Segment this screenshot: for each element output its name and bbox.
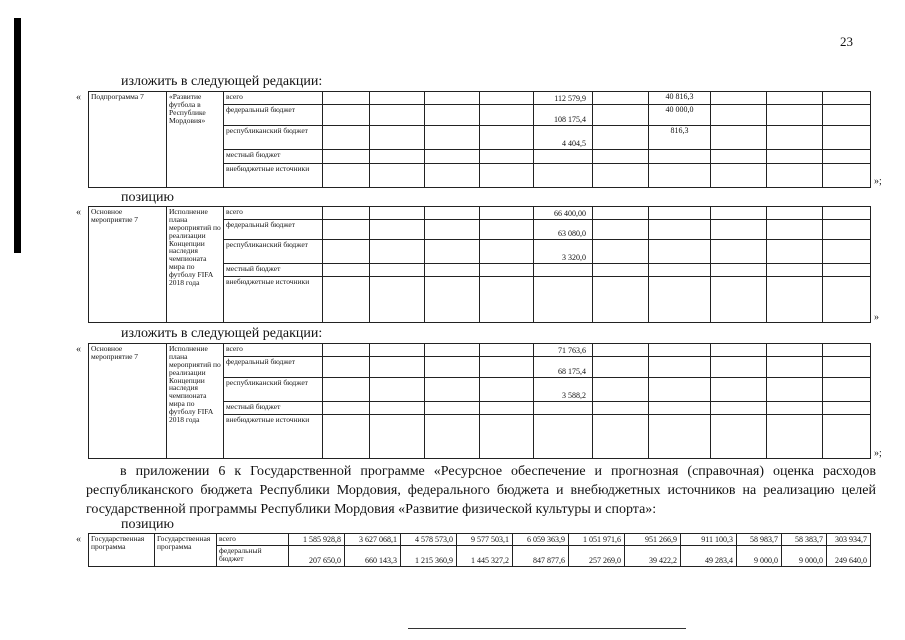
cell-value: 9 000,0 (737, 546, 782, 567)
page-number: 23 (840, 34, 853, 49)
appendix-paragraph (86, 462, 876, 519)
cell-value: 9 000,0 (782, 546, 827, 567)
cell-value: 660 143,3 (345, 546, 401, 567)
cell-value: 58 983,7 (737, 534, 782, 546)
cell-value: 4 578 573,0 (401, 534, 457, 546)
cell-value: 847 877,6 (513, 546, 569, 567)
close-quote-3: »; (874, 448, 882, 459)
cell-value: 207 650,0 (289, 546, 345, 567)
row-label: внебюджетные источники (224, 277, 323, 323)
cell-value: 49 283,4 (681, 546, 737, 567)
measure-name: Исполнение плана мероприятий по реализации Концепции наследия чемпионата мира по футболу FIFA 2018 года (167, 344, 224, 459)
row-label: местный бюджет (224, 402, 323, 415)
open-quote-3: « (76, 344, 81, 355)
position-heading-1: позицию (121, 190, 174, 205)
open-quote-2: « (76, 207, 81, 218)
table-state-program (88, 533, 871, 567)
cell-value: 1 445 327,2 (457, 546, 513, 567)
cell-value: 1 215 360,9 (401, 546, 457, 567)
cell-value: 951 266,9 (625, 534, 681, 546)
row-label: федеральный бюджет (224, 105, 323, 126)
row-label: республиканский бюджет (224, 240, 323, 264)
cell-value: 40 000,0 (649, 105, 711, 126)
program-label: Государственная программа (89, 534, 155, 567)
row-label: федеральный бюджет (217, 546, 289, 567)
cell-value: 71 763,6 (534, 344, 593, 357)
row-label: федеральный бюджет (224, 220, 323, 240)
table-main-measure-7-old (88, 206, 871, 323)
cell-value: 911 100,3 (681, 534, 737, 546)
row-label: всего (224, 344, 323, 357)
measure-label: Основное мероприятие 7 (89, 207, 167, 323)
cell-value: 63 080,0 (534, 220, 593, 240)
edit-heading-1: изложить в следующей редакции: (121, 74, 323, 89)
cell-value: 112 579,9 (534, 92, 593, 105)
subprogram-label: Подпрограмма 7 (89, 92, 167, 188)
row-label: внебюджетные источники (224, 415, 323, 459)
cell-value: 1 585 928,8 (289, 534, 345, 546)
cell-value: 816,3 (649, 126, 711, 150)
cell-value: 4 404,5 (534, 126, 593, 150)
cell-value: 108 175,4 (534, 105, 593, 126)
row-label: республиканский бюджет (224, 126, 323, 150)
row-label: всего (217, 534, 289, 546)
row-label: внебюджетные источники (224, 164, 323, 188)
program-name: Государственная программа (155, 534, 217, 567)
position-heading-2: позицию (121, 517, 174, 532)
cell-value: 40 816,3 (649, 92, 711, 105)
cell-value: 39 422,2 (625, 546, 681, 567)
edit-heading-2: изложить в следующей редакции: (121, 326, 323, 341)
cell-value: 66 400,00 (534, 207, 593, 220)
cell-value: 3 320,0 (534, 240, 593, 264)
measure-label: Основное мероприятие 7 (89, 344, 167, 459)
margin-bar (14, 18, 21, 253)
row-label: всего (224, 92, 323, 105)
table-main-measure-7-new (88, 343, 871, 459)
cell-value: 58 383,7 (782, 534, 827, 546)
cell-value: 257 269,0 (569, 546, 625, 567)
row-label: местный бюджет (224, 264, 323, 277)
row-label: всего (224, 207, 323, 220)
close-quote-1: »; (874, 176, 882, 187)
subprogram-name: «Развитие футбола в Республике Мордовия» (167, 92, 224, 188)
table-subprogram-7 (88, 91, 871, 188)
measure-name: Исполнение плана мероприятий по реализации Концепции наследия чемпионата мира по футболу FIFA 2018 года (167, 207, 224, 323)
open-quote-4: « (76, 534, 81, 545)
paragraph-text: в приложении 6 к Государственной программе «Ресурсное обеспечение и прогнозная (справочная) оценка расходов республиканского бюджета Республики Мордовия, федерального бюджета и внебюджетных источников на реализацию целей государственной программы Республики Мордовия «Развитие физической культуры и спорта»: (86, 464, 876, 517)
cell-value: 3 588,2 (534, 378, 593, 402)
cell-value: 6 059 363,9 (513, 534, 569, 546)
row-label: местный бюджет (224, 150, 323, 164)
cell-value: 9 577 503,1 (457, 534, 513, 546)
row-label: федеральный бюджет (224, 357, 323, 378)
row-label: республиканский бюджет (224, 378, 323, 402)
bottom-rule (408, 628, 686, 629)
close-quote-2: » (874, 312, 879, 323)
cell-value: 249 640,0 (827, 546, 871, 567)
cell-value: 303 934,7 (827, 534, 871, 546)
cell-value: 1 051 971,6 (569, 534, 625, 546)
cell-value: 68 175,4 (534, 357, 593, 378)
cell-value: 3 627 068,1 (345, 534, 401, 546)
open-quote-1: « (76, 92, 81, 103)
